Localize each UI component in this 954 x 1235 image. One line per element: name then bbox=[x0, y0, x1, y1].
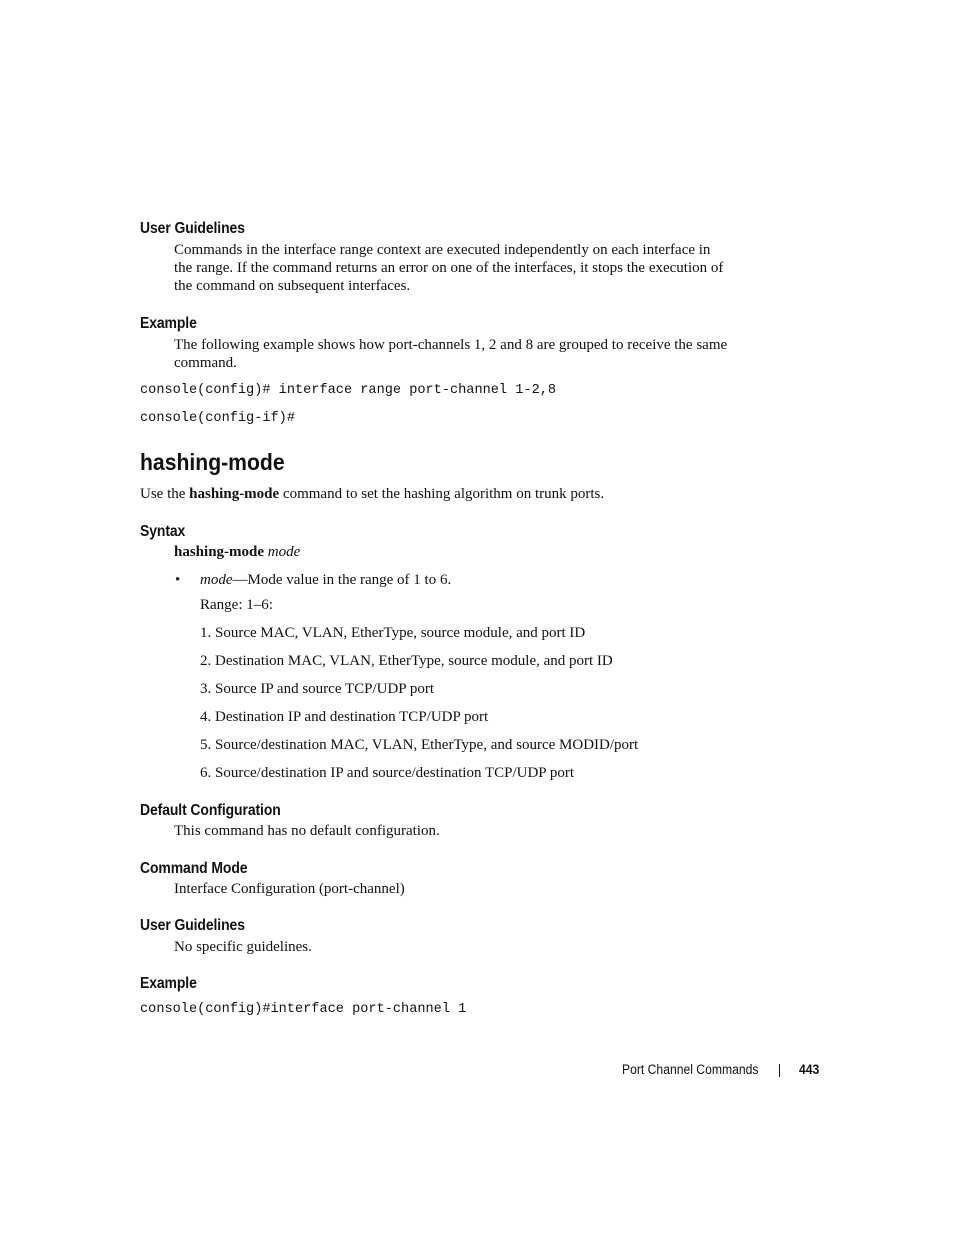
command-mode-heading: Command Mode bbox=[140, 860, 248, 877]
syntax-line bbox=[174, 543, 300, 561]
mode-option: 6. Source/destination IP and source/destination TCP/UDP port bbox=[200, 765, 574, 781]
mode-option: 2. Destination MAC, VLAN, EtherType, source module, and port ID bbox=[200, 653, 613, 669]
user-guidelines-line-2: the range. If the command returns an error on one of the interfaces, it stops the execution of bbox=[174, 260, 724, 276]
default-config-text: This command has no default configuration. bbox=[174, 823, 440, 839]
intro-command: hashing-mode bbox=[189, 486, 280, 502]
user-guidelines-heading: User Guidelines bbox=[140, 917, 245, 934]
syntax-heading: Syntax bbox=[140, 523, 186, 540]
syntax-argument: mode bbox=[267, 544, 301, 560]
intro-prefix: Use the bbox=[140, 486, 190, 502]
example-heading: Example bbox=[140, 975, 197, 992]
example-heading: Example bbox=[140, 315, 197, 332]
user-guidelines-line-3: the command on subsequent interfaces. bbox=[174, 278, 411, 294]
example-line-1: The following example shows how port-channels 1, 2 and 8 are grouped to receive the same bbox=[174, 337, 728, 353]
mode-option: 3. Source IP and source TCP/UDP port bbox=[200, 681, 435, 697]
param-name: mode bbox=[200, 572, 233, 588]
user-guidelines-text: No specific guidelines. bbox=[174, 939, 312, 955]
param-desc: —Mode value in the range of 1 to 6. bbox=[232, 572, 452, 588]
bullet-icon: • bbox=[175, 572, 181, 588]
mode-option: 1. Source MAC, VLAN, EtherType, source module, and port ID bbox=[200, 625, 586, 641]
user-guidelines-line-1: Commands in the interface range context are executed independently on each interface in bbox=[174, 242, 711, 258]
user-guidelines-heading: User Guidelines bbox=[140, 220, 245, 237]
example-line-2: command. bbox=[174, 355, 237, 371]
range-text: Range: 1–6: bbox=[200, 597, 273, 613]
page-number: 443 bbox=[799, 1062, 820, 1077]
command-title: hashing-mode bbox=[140, 449, 285, 475]
code-line: console(config)#interface port-channel 1 bbox=[140, 1002, 467, 1017]
code-line: console(config)# interface range port-channel 1-2,8 bbox=[140, 383, 557, 398]
default-config-heading: Default Configuration bbox=[140, 802, 281, 819]
code-line: console(config-if)# bbox=[140, 411, 295, 426]
param-description bbox=[200, 571, 451, 589]
syntax-command: hashing-mode bbox=[174, 544, 265, 560]
mode-option: 4. Destination IP and destination TCP/UDP port bbox=[200, 709, 489, 725]
command-intro bbox=[140, 485, 604, 503]
mode-option: 5. Source/destination MAC, VLAN, EtherType, and source MODID/port bbox=[200, 737, 639, 753]
footer-divider bbox=[779, 1064, 780, 1077]
intro-suffix: command to set the hashing algorithm on trunk ports. bbox=[279, 486, 605, 502]
command-mode-text: Interface Configuration (port-channel) bbox=[174, 881, 405, 897]
footer-section-title: Port Channel Commands bbox=[622, 1062, 759, 1077]
